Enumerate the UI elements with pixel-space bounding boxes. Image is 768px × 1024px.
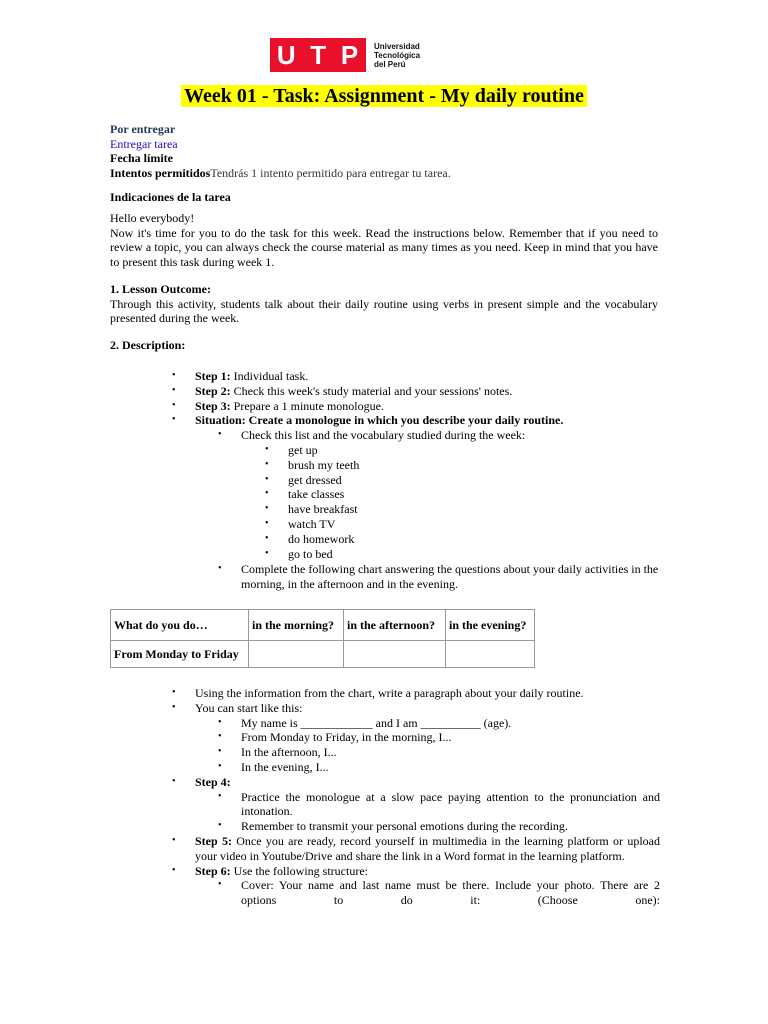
list-item <box>110 369 660 384</box>
starter-text: My name is ____________ and I am __________ (age). <box>241 715 512 730</box>
lesson-outcome-heading: 1. Lesson Outcome: <box>110 282 211 296</box>
step-3-text: Prepare a 1 minute monologue. <box>230 398 384 413</box>
complete-chart-text: Complete the following chart answering the questions about your daily activities in the morning, in the afternoon and in the evening. <box>241 562 659 592</box>
vocab-text: do homework <box>288 531 355 546</box>
vocab-text: get up <box>288 442 318 457</box>
table-header-cell: What do you do… <box>111 610 249 641</box>
vocab-item <box>110 487 660 502</box>
logo-letter-t: T <box>310 39 328 70</box>
list-item <box>110 701 660 716</box>
vocab-text: have breakfast <box>288 502 358 517</box>
vocab-item <box>110 517 660 532</box>
starter-item <box>110 760 660 775</box>
lesson-outcome-text: Through this activity, students talk about their daily routine using verbs in present simple and the vocabulary presented during the week. <box>110 296 658 325</box>
vocab-item <box>110 547 660 562</box>
vocab-item <box>110 502 660 517</box>
step-4-item: Practice the monologue at a slow pace paying attention to the pronunciation and intonation. <box>241 789 660 819</box>
vocab-text: go to bed <box>288 546 333 561</box>
list-item <box>110 428 660 443</box>
step-4-item: Remember to transmit your personal emotions during the recording. <box>241 819 568 834</box>
vocab-item <box>110 532 660 547</box>
routine-chart-table <box>110 609 535 668</box>
description-steps <box>110 369 660 592</box>
list-item <box>110 399 660 414</box>
cover-text: Cover: Your name and last name must be there. Include your photo. There are 2 options to do it: (Choose one): <box>241 878 660 908</box>
table-header-cell: in the afternoon? <box>344 610 446 641</box>
list-item <box>110 864 660 879</box>
lesson-outcome-section <box>110 282 658 326</box>
intro-greeting: Hello everybody! <box>110 211 195 225</box>
starter-text: From Monday to Friday, in the morning, I... <box>241 730 452 745</box>
intro-paragraph: Now it's time for you to do the task for this week. Read the instructions below. Remember that if you need to review a topic, you can always check the course material as many times as you need. Keep in mind that you have to present this task during week 1. <box>110 225 658 269</box>
table-header-cell: in the evening? <box>446 610 535 641</box>
table-row <box>111 641 535 668</box>
logo-letter-u: U <box>276 39 297 70</box>
list-item <box>110 834 660 864</box>
table-cell-morning[interactable] <box>249 641 344 668</box>
step-5-label: Step 5: <box>195 833 232 848</box>
starter-text: In the afternoon, I... <box>241 745 337 760</box>
list-item <box>110 790 660 820</box>
utp-logo-mark <box>270 38 366 72</box>
step-5-text: Once you are ready, record yourself in multimedia in the learning platform or upload your video in Youtube/Drive and share the link in a Word format in the learning platform. <box>195 833 660 863</box>
step-2-text: Check this week's study material and your sessions' notes. <box>230 383 513 398</box>
step-6-text: Use the following structure: <box>230 863 368 878</box>
step-1-text: Individual task. <box>230 369 309 383</box>
status-label: Por entregar <box>110 122 176 136</box>
list-item <box>110 819 660 834</box>
vocab-text: watch TV <box>288 516 336 531</box>
after-chart-list <box>110 686 660 908</box>
page-title <box>0 85 768 108</box>
list-item <box>110 562 660 592</box>
attempts-text: Tendrás 1 intento permitido para entregar tu tarea. <box>210 165 451 180</box>
utp-logo <box>270 38 420 72</box>
starter-item <box>110 730 660 745</box>
logo-line-1: Universidad <box>374 41 420 51</box>
logo-line-2: Tecnológica <box>374 50 421 60</box>
submit-task-link[interactable]: Entregar tarea <box>110 136 178 151</box>
starter-text: In the evening, I... <box>241 759 329 774</box>
intro-section <box>110 211 658 269</box>
table-row-label: From Monday to Friday <box>111 641 249 668</box>
list-item <box>110 413 660 428</box>
logo-line-3: del Perú <box>374 59 406 69</box>
logo-university-name <box>374 42 420 69</box>
step-6-label: Step 6: <box>195 863 231 878</box>
list-item <box>110 384 660 399</box>
table-header-cell: in the morning? <box>249 610 344 641</box>
starter-item <box>110 745 660 760</box>
vocab-item <box>110 473 660 488</box>
logo-letter-p: P <box>340 39 360 70</box>
check-list-text: Check this list and the vocabulary studied during the week: <box>241 428 526 443</box>
table-cell-evening[interactable] <box>446 641 535 668</box>
list-item <box>110 775 660 790</box>
starter-item <box>110 716 660 731</box>
situation-text: Situation: Create a monologue in which you describe your daily routine. <box>195 413 564 428</box>
list-item <box>110 686 660 701</box>
step-1-label: Step 1: <box>195 369 231 383</box>
description-heading: 2. Description: <box>110 338 186 352</box>
vocab-text: take classes <box>288 487 345 502</box>
assignment-meta <box>110 122 451 205</box>
step-3-label: Step 3: <box>195 398 231 413</box>
vocab-text: get dressed <box>288 472 342 487</box>
start-like-text: You can start like this: <box>195 700 303 715</box>
deadline-label: Fecha límite <box>110 151 173 165</box>
using-info-text: Using the information from the chart, write a paragraph about your daily routine. <box>195 686 584 700</box>
attempts-label: Intentos permitidos <box>110 165 211 180</box>
table-cell-afternoon[interactable] <box>344 641 446 668</box>
instructions-heading: Indicaciones de la tarea <box>110 190 231 204</box>
vocab-text: brush my teeth <box>288 457 360 472</box>
table-header-row <box>111 610 535 641</box>
description-heading-wrap <box>110 338 658 353</box>
vocab-item <box>110 443 660 458</box>
vocab-item <box>110 458 660 473</box>
step-4-label: Step 4: <box>195 774 231 789</box>
page-title-text: Week 01 - Task: Assignment - My daily routine <box>181 85 587 107</box>
list-item <box>110 878 660 908</box>
step-2-label: Step 2: <box>195 383 231 398</box>
